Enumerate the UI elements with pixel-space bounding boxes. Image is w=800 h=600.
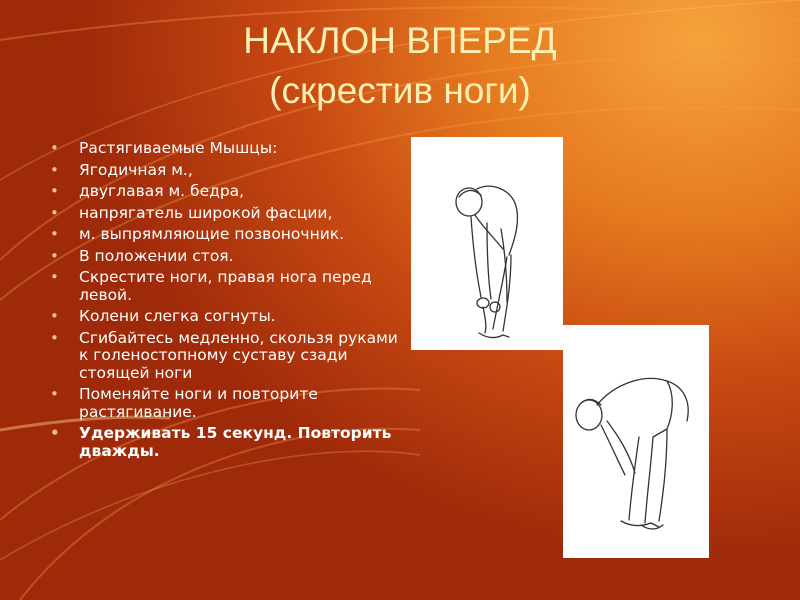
figure-bending-side-icon: [563, 325, 709, 558]
bullet-item: • Сгибайтесь медленно, скользя руками к голеностопному суставу сзади стоящей ноги: [50, 330, 400, 383]
stretch-illustration-front: [411, 137, 563, 350]
stretch-illustration-side: [563, 325, 709, 558]
bullet-item: • Колени слегка согнуты.: [50, 308, 400, 326]
title-line-2: (скрестив ноги): [269, 70, 531, 111]
bullet-item-emphasis: • Удерживать 15 секунд. Повторить дважды.: [50, 425, 400, 460]
figure-bending-front-icon: [411, 137, 563, 350]
bullet-list: [50, 140, 400, 464]
bullet-item: • Поменяйте ноги и повторите растягивание.: [50, 386, 400, 421]
bullet-item: • м. выпрямляющие позвоночник.: [50, 226, 400, 244]
bullet-item: • Ягодичная м.,: [50, 162, 400, 180]
title-line-1: НАКЛОН ВПЕРЕД: [243, 20, 557, 61]
bullet-item: • Скрестите ноги, правая нога перед левой.: [50, 269, 400, 304]
bullet-item: • напрягатель широкой фасции,: [50, 205, 400, 223]
bullet-item: • двуглавая м. бедра,: [50, 183, 400, 201]
slide-title: [130, 16, 670, 116]
bullet-item: • В положении стоя.: [50, 248, 400, 266]
bullet-item: • Растягиваемые Мышцы:: [50, 140, 400, 158]
